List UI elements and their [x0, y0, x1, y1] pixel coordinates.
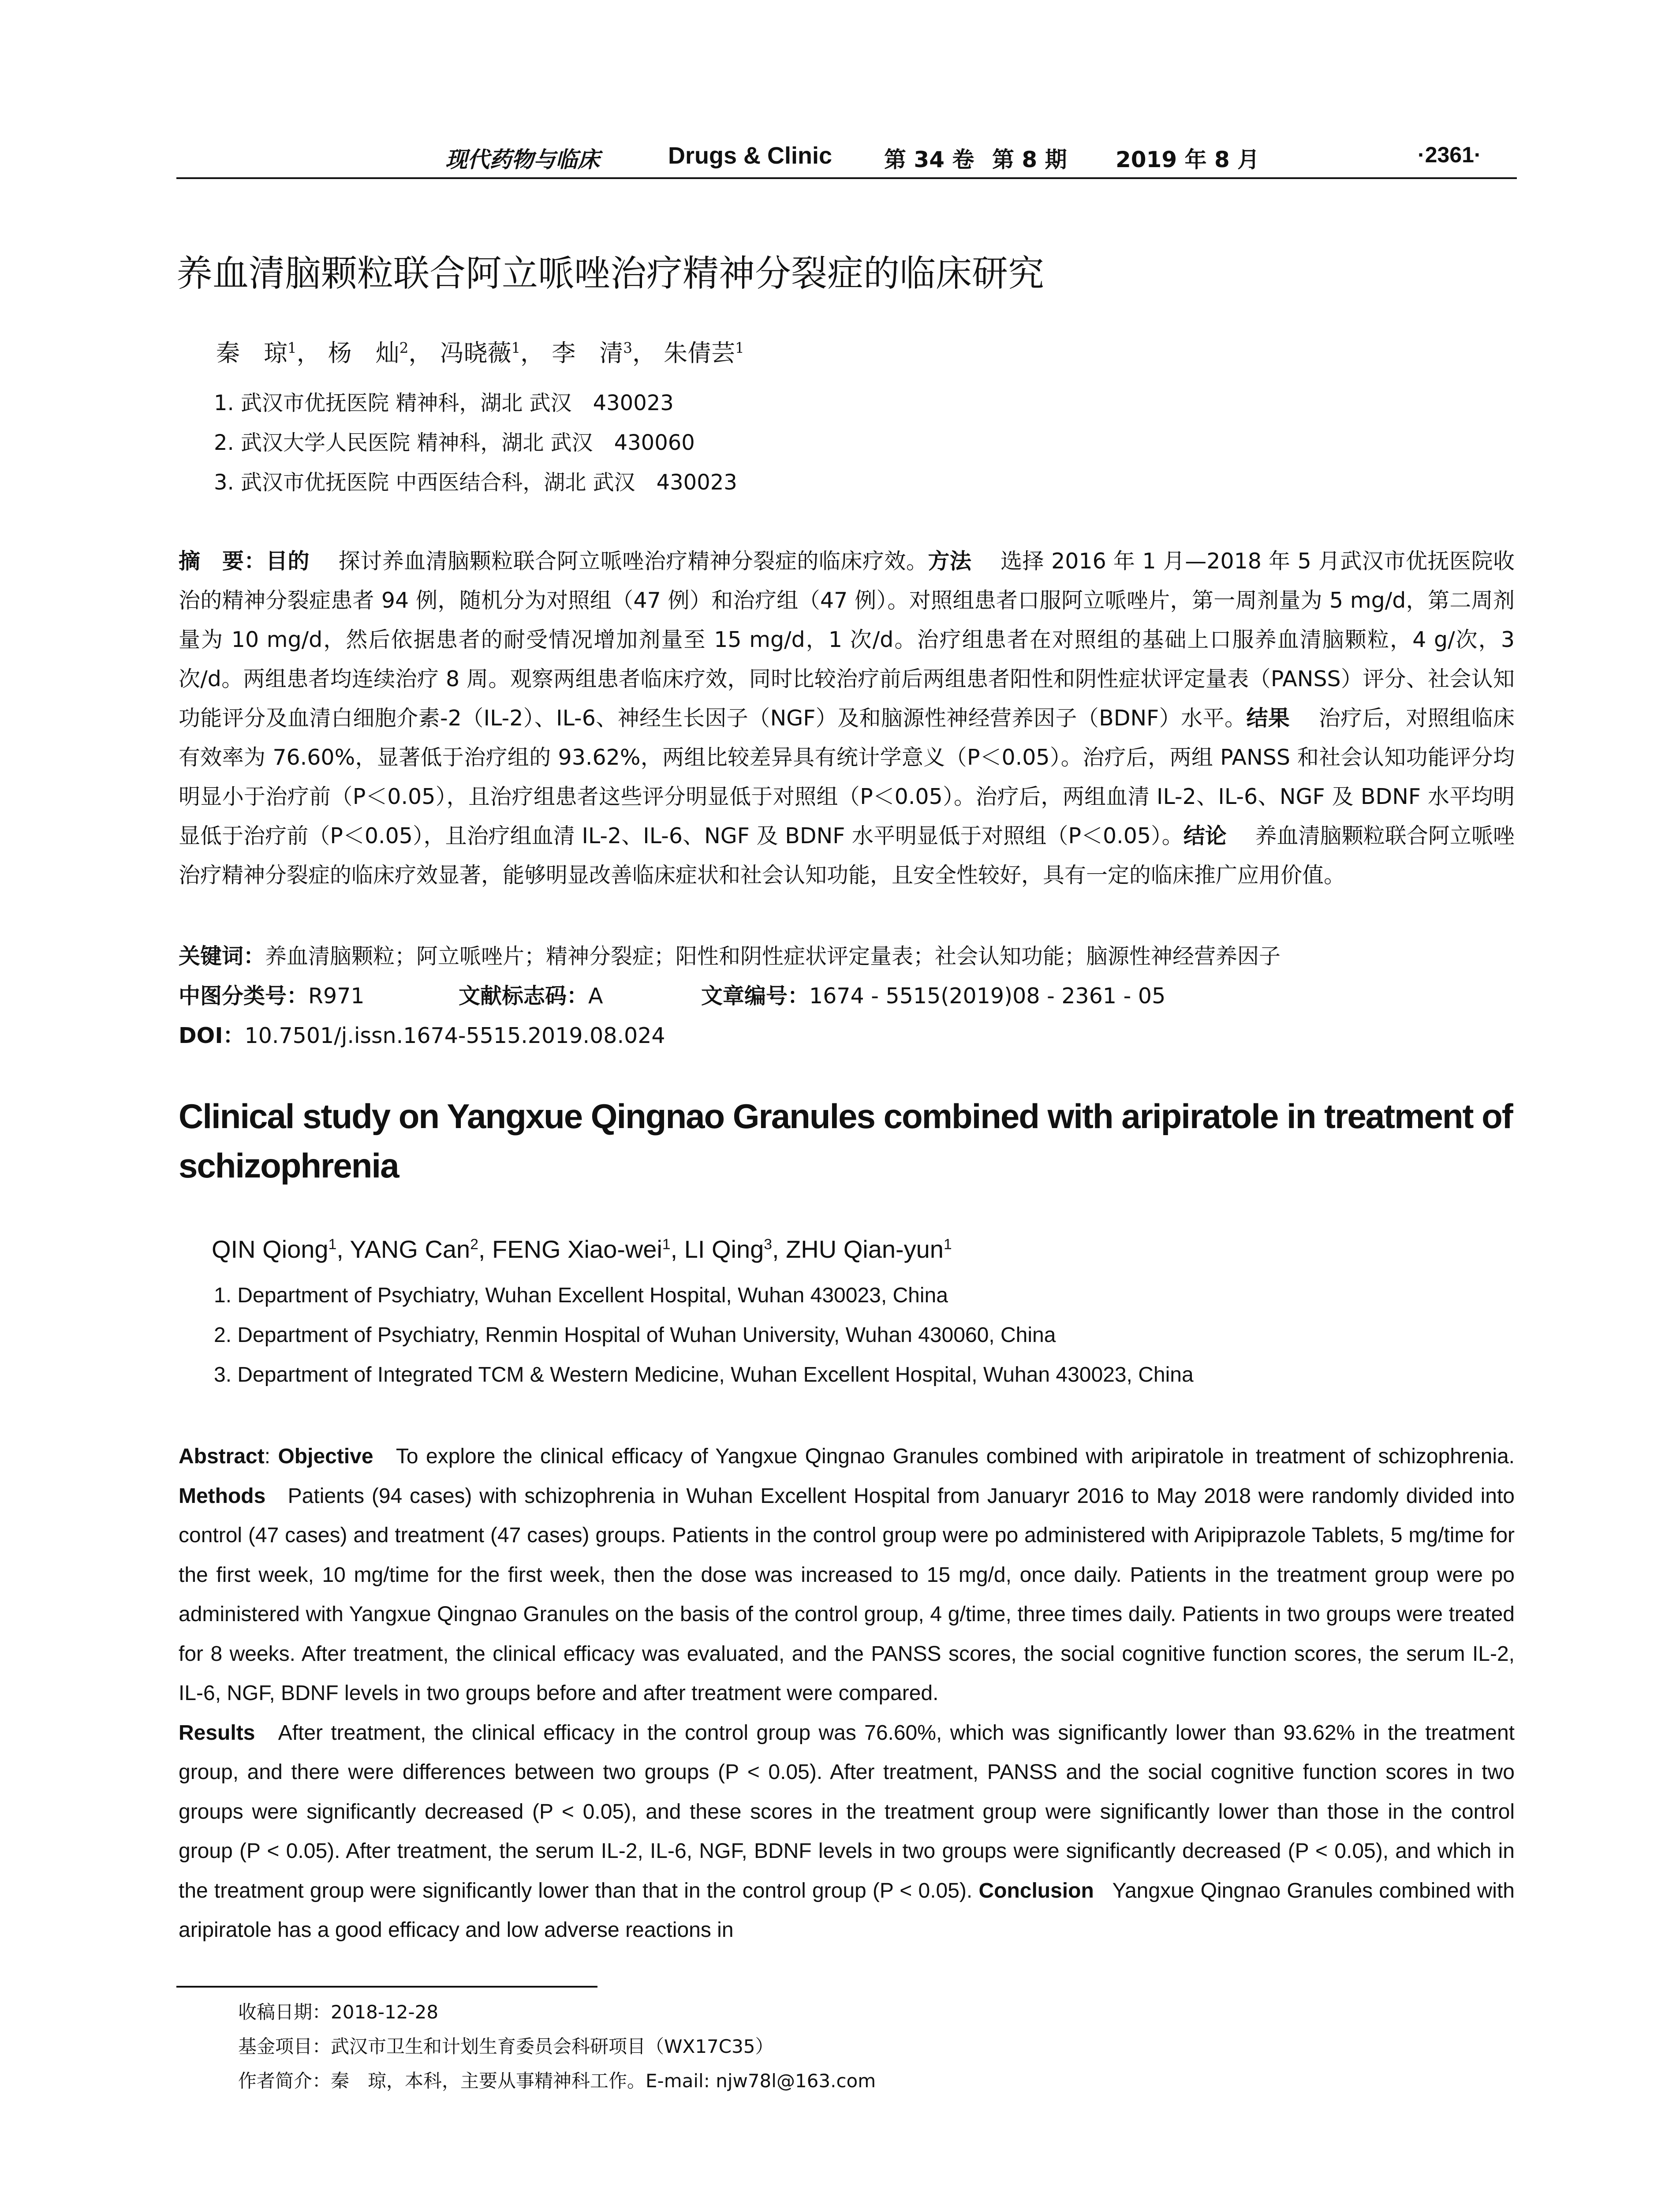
- footnote-text: 武汉市卫生和计划生育委员会科研项目（WX17C35）: [331, 2036, 774, 2057]
- footnote-text: 2018-12-28: [331, 2001, 439, 2023]
- header-rule: [176, 177, 1517, 179]
- authors-cn: 秦 琼$^1$， 杨 灿$^2$， 冯晓薇$^1$， 李 清$^3$， 朱倩芸$^1$: [216, 339, 744, 367]
- conclusion-label-en: Conclusion: [978, 1879, 1094, 1902]
- objective-label-en: Objective: [278, 1445, 373, 1468]
- issue-date: 2019 年 8 月: [1116, 147, 1260, 172]
- conclusion-label-cn: 结论: [1183, 823, 1227, 848]
- affiliation-en: 3. Department of Integrated TCM & Western Medicine, Wuhan Excellent Hospital, Wuhan 430023, China: [214, 1363, 1194, 1387]
- objective-label-cn: 目的: [266, 549, 310, 574]
- affiliation-en: 1. Department of Psychiatry, Wuhan Excellent Hospital, Wuhan 430023, China: [214, 1284, 948, 1307]
- doi-label: DOI：: [179, 1023, 245, 1048]
- abstract-en: Abstract: Objective To explore the clinical efficacy of Yangxue Qingnao Granules combined with aripiratole in treatment of schizophrenia. Methods Patients (94 cases) with schizophrenia in Wuhan Excellent Hospital from Januaryr 2016 to May 2018 were randomly divided into control (47 cases) and treatment (47 cases) groups. Patients in the control group were po administered with Aripiprazole Tablets, 5 mg/time for the first week, 10 mg/time for the first week, then the dose was increased to 15 mg/d, once daily. Patients in the treatment group were po administered with Yangxue Qingnao Granules on the basis of the control group, 4 g/time, three times daily. Patients in two groups were treated for 8 weeks. After treatment, the clinical efficacy was evaluated, and the PANSS scores, the social cognitive function scores, the serum IL-2, IL-6, NGF, BDNF levels in two groups before and after treatment were compared. Results After treatment, the clinical efficacy in the control group was 76.60%, which was significantly lower than 93.62% in the treatment group, and there were differences between two groups (P < 0.05). After treatment, PANSS and the social cognitive function scores in two groups were significantly decreased (P < 0.05), and these scores in the treatment group were significantly lower than those in the control group (P < 0.05). After treatment, the serum IL-2, IL-6, NGF, BDNF levels in two groups were significantly decreased (P < 0.05), and which in the treatment group were significantly lower than that in the control group (P < 0.05). Conclusion Yangxue Qingnao Granules combined with aripiratole has a good efficacy and low adverse reactions in: [179, 1445, 1515, 1942]
- document-code: [459, 979, 603, 1010]
- author-affiliation-mark: 2: [470, 1236, 478, 1253]
- footnote-label: 作者简介：: [238, 2070, 331, 2092]
- objective-text-cn: 探讨养血清脑颗粒联合阿立哌唑治疗精神分裂症的临床疗效。: [338, 549, 928, 574]
- author-affiliation-mark: 1: [511, 340, 521, 356]
- author-affiliation-mark: 1: [735, 340, 744, 356]
- keywords-label: 关键词：: [179, 944, 265, 969]
- objective-text-en: To explore the clinical efficacy of Yangxue Qingnao Granules combined with aripiratole in treatment of schizophrenia.: [396, 1445, 1515, 1468]
- keywords-cn: [179, 939, 1281, 970]
- results-text-cn: 治疗后，对照组临床有效率为 76.60%，显著低于治疗组的 93.62%，两组比较差异具有统计学意义（P＜0.05）。治疗后，两组 PANSS 和社会认知功能评分均明显小于治疗前（P＜0.05），且治疗组患者这些评分明显低于对照组（P＜0.05）。治疗后，两组血清 IL-2、IL-6、NGF 及 BDNF 水平均明显低于治疗前（P＜0.05），且治疗组血清 IL-2、IL-6、NGF 及 BDNF 水平明显低于对照组（P＜0.05）。: [179, 706, 1515, 848]
- affiliation-cn: 2. 武汉大学人民医院 精神科，湖北 武汉 430060: [214, 430, 695, 455]
- author-cn: 冯晓薇: [440, 339, 511, 367]
- author-affiliation-mark: 3: [764, 1236, 772, 1253]
- clc-value: R971: [308, 983, 365, 1009]
- author-affiliation-mark: 1: [662, 1236, 671, 1253]
- author-en: FENG Xiao-wei: [492, 1235, 662, 1263]
- author-cn: 朱倩芸: [664, 339, 735, 367]
- author-affiliation-mark: 2: [399, 340, 409, 356]
- clc-code: [179, 979, 365, 1010]
- footnote-label: 收稿日期：: [238, 2001, 331, 2023]
- article-number-label: 文章编号：: [701, 983, 810, 1009]
- author-en: LI Qing: [684, 1235, 764, 1263]
- author-affiliation-mark: 1: [328, 1236, 337, 1253]
- keywords-text: 养血清脑颗粒；阿立哌唑片；精神分裂症；阳性和阴性症状评定量表；社会认知功能；脑源性神经营养因子: [265, 944, 1281, 969]
- methods-text-cn: 选择 2016 年 1 月—2018 年 5 月武汉市优抚医院收治的精神分裂症患者 94 例，随机分为对照组（47 例）和治疗组（47 例）。对照组患者口服阿立哌唑片，第一周剂量为 5 mg/d，第二周剂量为 10 mg/d，然后依据患者的耐受情况增加剂量至 15 mg/d，1 次/d。治疗组患者在对照组的基础上口服养血清脑颗粒，4 g/次，3 次/d。两组患者均连续治疗 8 周。观察两组患者临床疗效，同时比较治疗前后两组患者阳性和阴性症状评定量表（PANSS）评分、社会认知功能评分及血清白细胞介素-2（IL-2）、IL-6、神经生长因子（NGF）及和脑源性神经营养因子（BDNF）水平。: [179, 549, 1515, 731]
- author-en: QIN Qiong: [212, 1235, 329, 1263]
- clc-label: 中图分类号：: [179, 983, 309, 1009]
- footnote-text: 秦 琼，本科，主要从事精神科工作。E-mail: njw78l@163.com: [331, 2070, 876, 2092]
- footnote-author-bio: [238, 2067, 876, 2093]
- document-code-value: A: [588, 983, 603, 1009]
- author-cn: 秦 琼: [216, 339, 287, 367]
- author-cn: 李 清: [552, 339, 623, 367]
- footnote-rule: [176, 1986, 597, 1988]
- affiliation-cn: 3. 武汉市优抚医院 中西医结合科，湖北 武汉 430023: [214, 470, 737, 495]
- author-affiliation-mark: 1: [287, 340, 297, 356]
- methods-text-en: Patients (94 cases) with schizophrenia in Wuhan Excellent Hospital from Januaryr 2016 to May 2018 were randomly divided into control (47 cases) and treatment (47 cases) groups. Patients in the control group were po administered with Aripiprazole Tablets, 5 mg/time for the first week, 10 mg/time for the first week, then the dose was increased to 15 mg/d, once daily. Patients in the treatment group were po administered with Yangxue Qingnao Granules on the basis of the control group, 4 g/time, three times daily. Patients in two groups were treated for 8 weeks. After treatment, the clinical efficacy was evaluated, and the PANSS scores, the social cognitive function scores, the serum IL-2, IL-6, NGF, BDNF levels in two groups before and after treatment were compared.: [179, 1484, 1515, 1705]
- issue: 第 8 期: [992, 147, 1067, 172]
- doi-value[interactable]: 10.7501/j.issn.1674-5515.2019.08.024: [244, 1023, 665, 1048]
- conclusion-text-en: Yangxue Qingnao Granules combined with aripiratole has a good efficacy and low adverse reactions in: [179, 1879, 1515, 1942]
- author-en: YANG Can: [350, 1235, 470, 1263]
- abstract-label-en: Abstract: [179, 1445, 265, 1468]
- document-code-label: 文献标志码：: [459, 983, 589, 1009]
- results-text-en: After treatment, the clinical efficacy in the control group was 76.60%, which was significantly lower than 93.62% in the treatment group, and there were differences between two groups (P < 0.05). After treatment, PANSS and the social cognitive function scores in two groups were significantly decreased (P < 0.05), and these scores in the treatment group were significantly lower than those in the control group (P < 0.05). After treatment, the serum IL-2, IL-6, NGF, BDNF levels in two groups were significantly decreased (P < 0.05), and which in the treatment group were significantly lower than that in the control group (P < 0.05).: [179, 1721, 1515, 1902]
- abstract-label-cn: 摘 要：: [179, 549, 266, 574]
- abstract-cn: [179, 542, 1515, 895]
- author-affiliation-mark: 3: [623, 340, 632, 356]
- title-cn: 养血清脑颗粒联合阿立哌唑治疗精神分裂症的临床研究: [176, 253, 1045, 295]
- volume: 第 34 卷: [884, 147, 974, 172]
- author-affiliation-mark: 1: [943, 1236, 952, 1253]
- page-number: ·2361·: [1418, 142, 1482, 167]
- footnote-funding: [238, 2032, 774, 2059]
- journal-name-cn: 现代药物与临床: [445, 146, 600, 172]
- methods-label-en: Methods: [179, 1484, 266, 1508]
- affiliation-cn: 1. 武汉市优抚医院 精神科，湖北 武汉 430023: [214, 391, 674, 415]
- author-cn: 杨 灿: [328, 339, 399, 367]
- authors-en: QIN Qiong$^1$, YANG Can$^2$, FENG Xiao-wei$^1$, LI Qing$^3$, ZHU Qian-yun$^1$: [212, 1235, 952, 1263]
- results-label-en: Results: [179, 1721, 255, 1745]
- doi: [179, 1019, 665, 1050]
- footnote-label: 基金项目：: [238, 2036, 331, 2057]
- title-en: Clinical study on Yangxue Qingnao Granules combined with aripiratole in treatment of schizophrenia: [179, 1097, 1512, 1185]
- footnote-received: [238, 1998, 438, 2024]
- results-label-cn: 结果: [1246, 706, 1290, 731]
- affiliation-en: 2. Department of Psychiatry, Renmin Hospital of Wuhan University, Wuhan 430060, China: [214, 1323, 1056, 1347]
- article-number: [701, 979, 1165, 1010]
- journal-name-en: Drugs & Clinic: [668, 142, 833, 169]
- article-number-value: 1674 - 5515(2019)08 - 2361 - 05: [809, 983, 1166, 1009]
- author-en: ZHU Qian-yun: [786, 1235, 944, 1263]
- methods-label-cn: 方法: [928, 549, 972, 574]
- conclusion-text-cn: 养血清脑颗粒联合阿立哌唑治疗精神分裂症的临床疗效显著，能够明显改善临床症状和社会认知功能，且安全性较好，具有一定的临床推广应用价值。: [179, 823, 1515, 888]
